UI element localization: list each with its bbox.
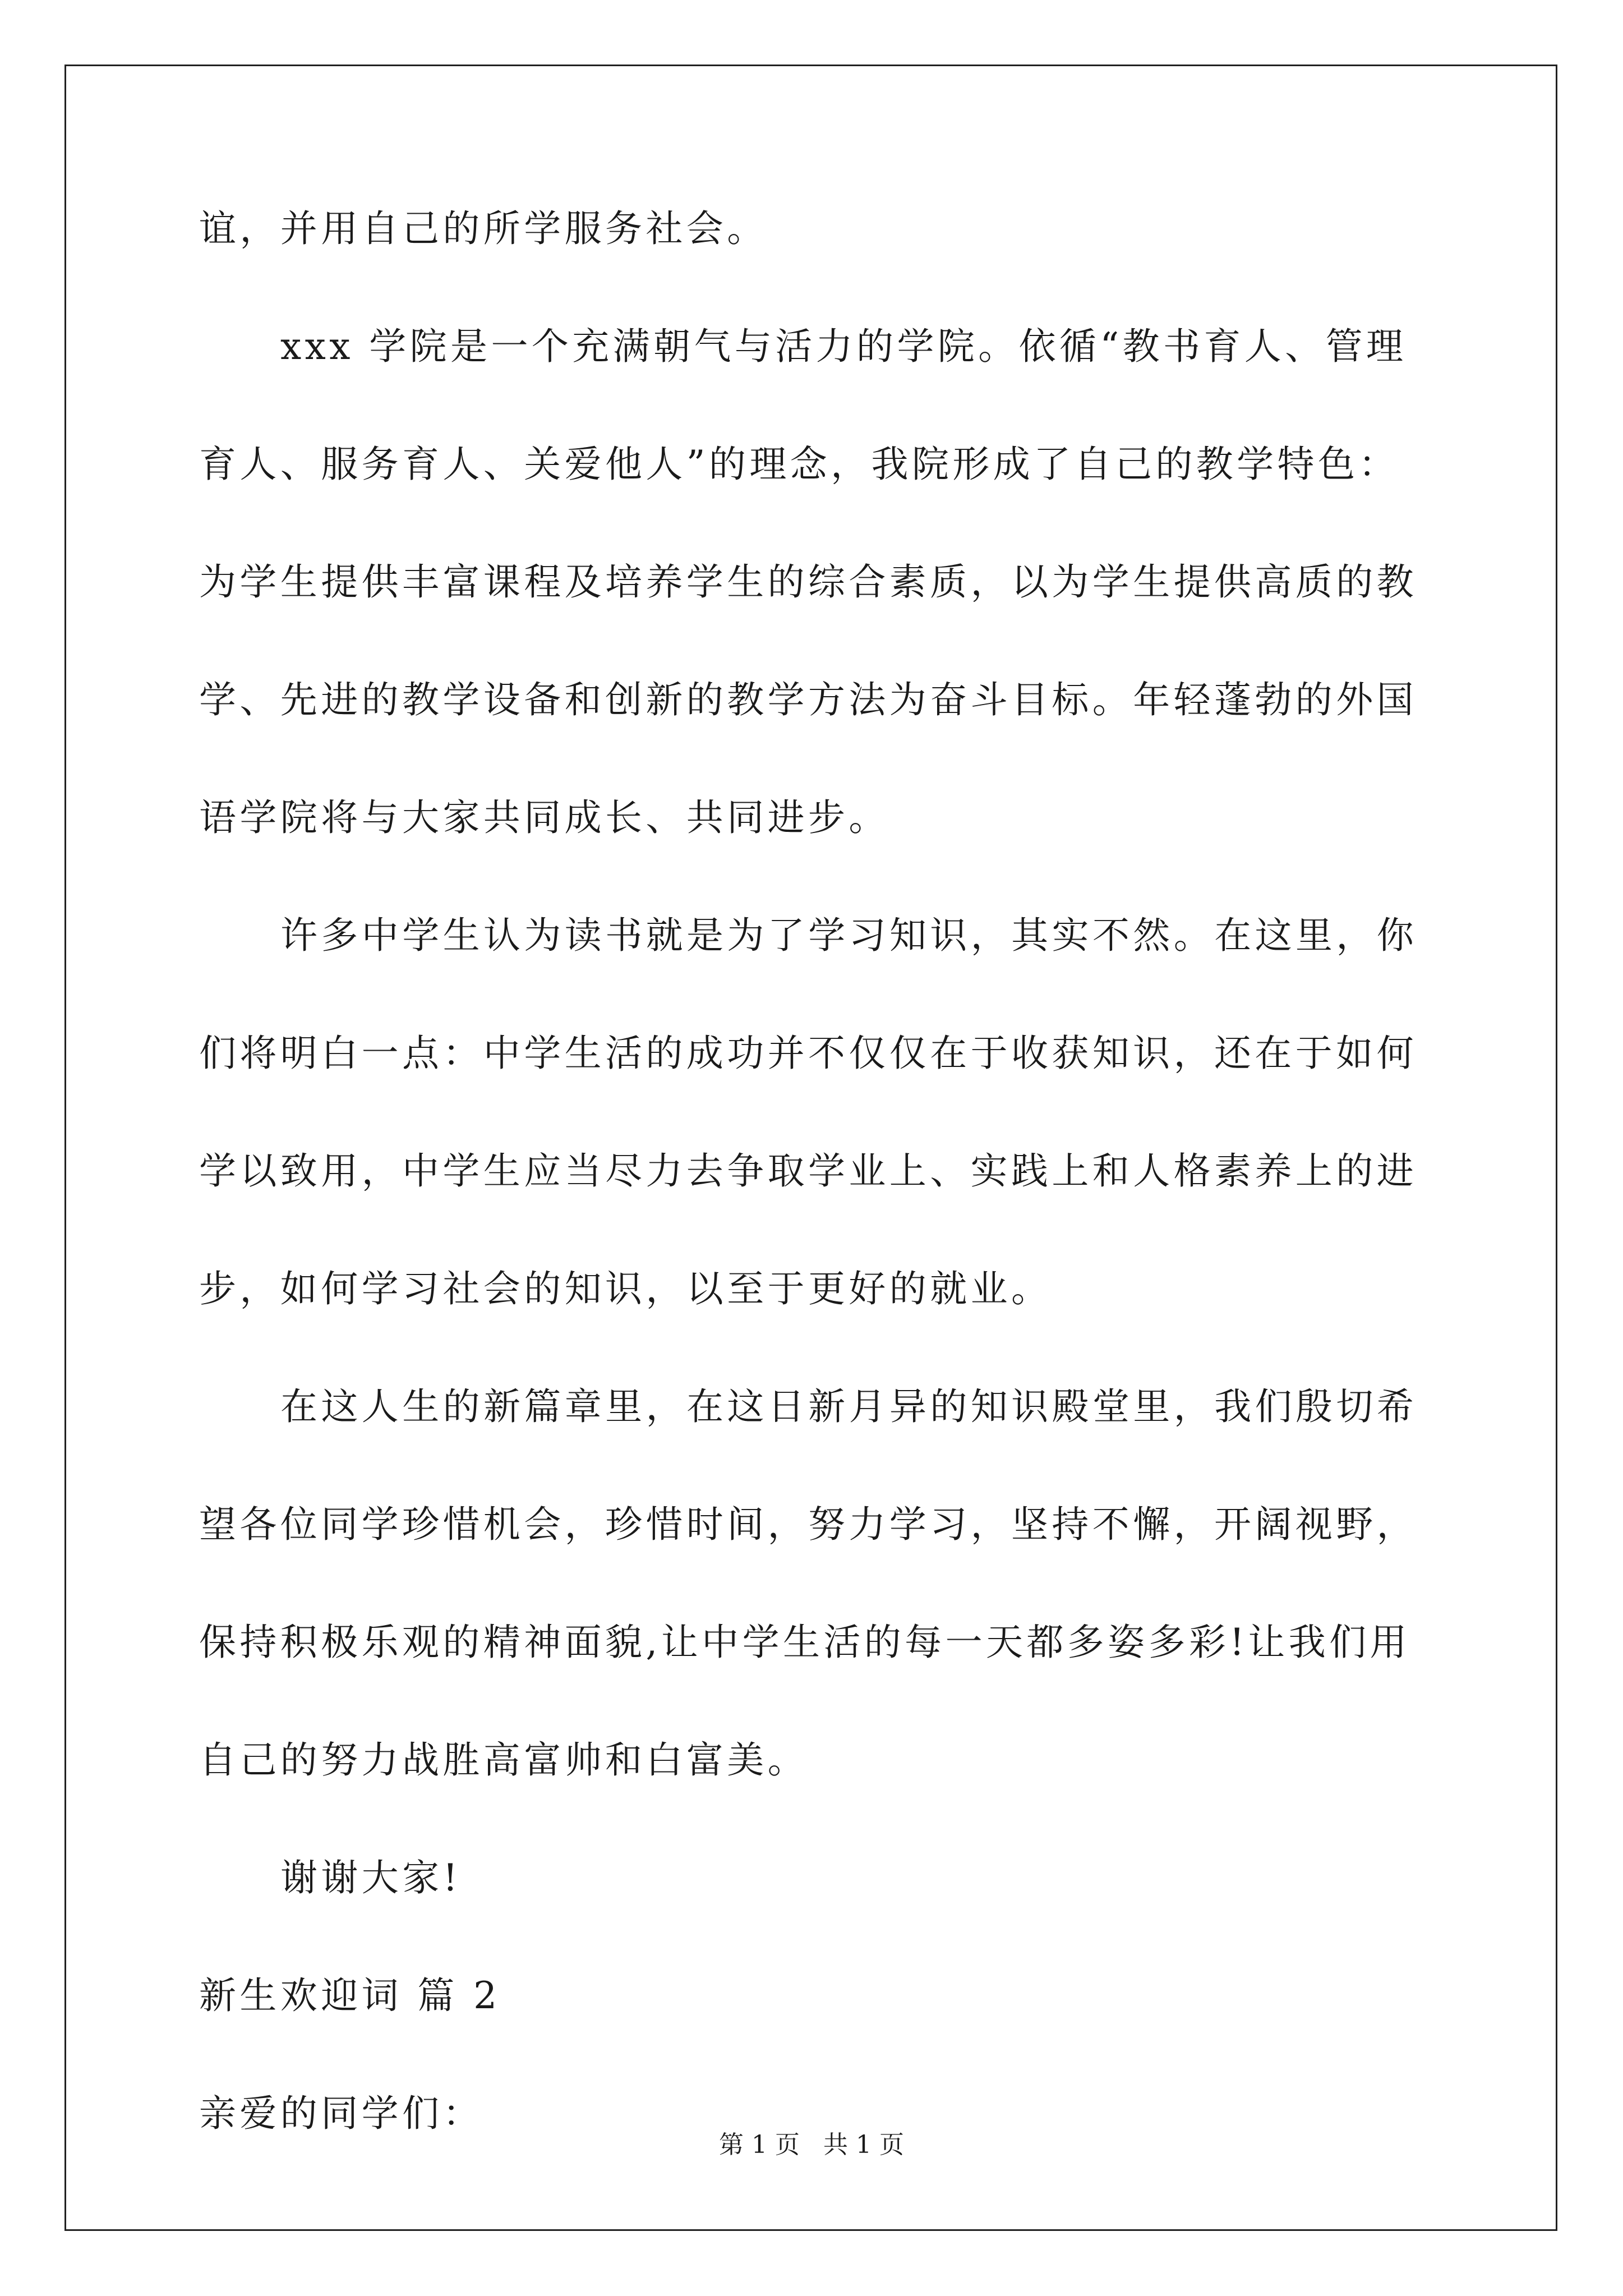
closing-thanks: 谢谢大家! (280, 1856, 462, 1899)
paragraph-first-line: xxx 学院是一个充满朝气与活力的学院。依循“教书育人、管理 (280, 325, 1407, 368)
text-line: 保持积极乐观的精神面貌,让中学生活的每一天都多姿多彩!让我们用 (199, 1621, 1410, 1664)
salutation: 亲爱的同学们： (199, 2092, 483, 2135)
text-line: 们将明白一点：中学生活的成功并不仅仅在于收获知识，还在于如何 (199, 1032, 1417, 1075)
text-line: 学、先进的教学设备和创新的教学方法为奋斗目标。年轻蓬勃的外国 (199, 678, 1417, 721)
text-line: 自己的努力战胜高富帅和白富美。 (199, 1738, 808, 1782)
section-heading: 新生欢迎词 篇 2 (199, 1974, 501, 2017)
text-line: 谊，并用自己的所学服务社会。 (199, 207, 768, 250)
page-footer (0, 2133, 1623, 2157)
text-line: 步，如何学习社会的知识，以至于更好的就业。 (199, 1267, 1052, 1310)
text-line: 为学生提供丰富课程及培养学生的综合素质，以为学生提供高质的教 (199, 560, 1417, 604)
text-line: 育人、服务育人、关爱他人”的理念，我院形成了自己的教学特色： (199, 443, 1399, 486)
text-line: 学以致用，中学生应当尽力去争取学业上、实践上和人格素养上的进 (199, 1149, 1417, 1193)
page-border (64, 65, 1557, 2231)
text-line: 望各位同学珍惜机会，珍惜时间，努力学习，坚持不懈，开阔视野， (199, 1503, 1417, 1546)
paragraph-first-line: 在这人生的新篇章里，在这日新月异的知识殿堂里，我们殷切希 (280, 1385, 1418, 1428)
text-line: 语学院将与大家共同成长、共同进步。 (199, 796, 889, 839)
page-number-label: 第 1 页 共 1 页 (719, 2131, 904, 2159)
paragraph-first-line: 许多中学生认为读书就是为了学习知识，其实不然。在这里，你 (280, 914, 1418, 957)
